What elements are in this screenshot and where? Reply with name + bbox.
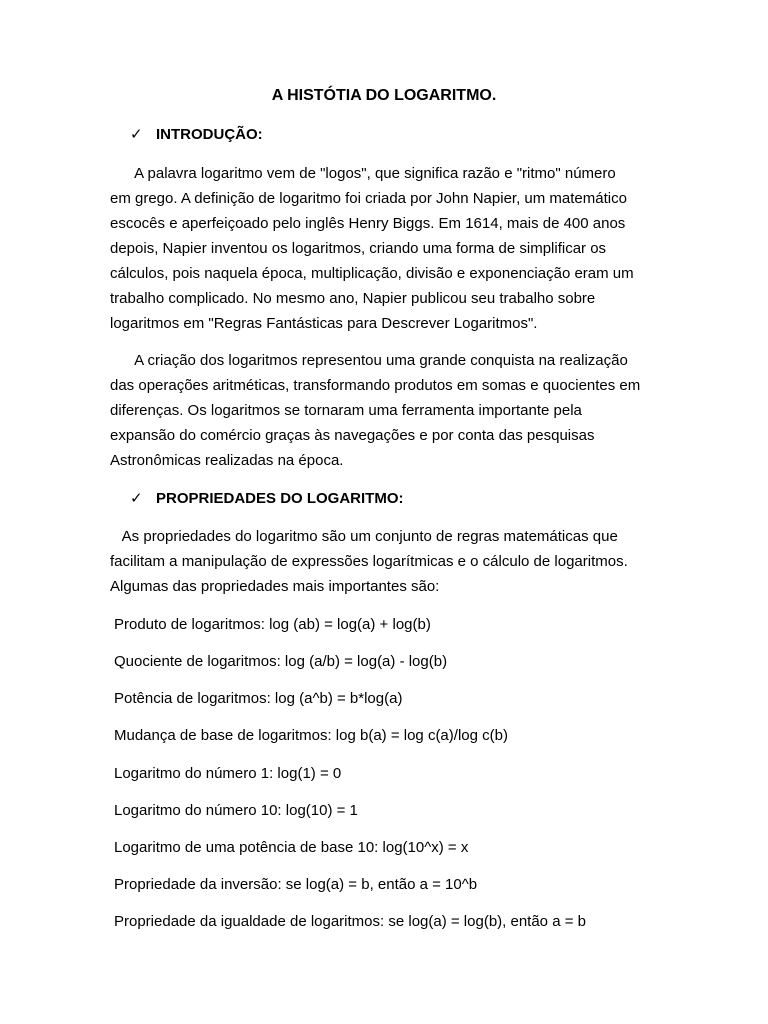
paragraph-line: trabalho complicado. No mesmo ano, Napier publicou seu trabalho sobre [110,290,596,307]
paragraph-line: expansão do comércio graças às navegações e por conta das pesquisas [110,427,595,444]
checkmark-icon: ✓ [130,490,143,507]
section-heading-text: INTRODUÇÃO: [156,126,263,143]
paragraph-line: depois, Napier inventou os logaritmos, criando uma forma de simplificar os [110,240,607,257]
intro-paragraph-2 [110,348,670,473]
property-item: Logaritmo de uma potência de base 10: log(10^x) = x [114,839,469,856]
paragraph-line: A palavra logaritmo vem de "logos", que significa razão e "ritmo" número [110,165,616,182]
paragraph-line: As propriedades do logaritmo são um conjunto de regras matemáticas que [110,528,618,545]
property-item: Quociente de logaritmos: log (a/b) = log(a) - log(b) [114,653,448,670]
paragraph-line: escocês e aperfeiçoado pelo inglês Henry Biggs. Em 1614, mais de 400 anos [110,215,626,232]
property-item: Potência de logaritmos: log (a^b) = b*log(a) [114,690,403,707]
property-item: Propriedade da igualdade de logaritmos: se log(a) = log(b), então a = b [114,913,586,930]
section-heading-text: PROPRIEDADES DO LOGARITMO: [156,490,404,507]
property-item: Produto de logaritmos: log (ab) = log(a) + log(b) [114,616,431,633]
paragraph-line: Algumas das propriedades mais importantes são: [110,578,440,595]
paragraph-line: em grego. A definição de logaritmo foi criada por John Napier, um matemático [110,190,627,207]
property-item: Mudança de base de logaritmos: log b(a) = log c(a)/log c(b) [114,727,508,744]
document-title: A HISTÓTIA DO LOGARITMO. [271,87,497,104]
paragraph-line: facilitam a manipulação de expressões logarítmicas e o cálculo de logaritmos. [110,553,628,570]
paragraph-line: Astronômicas realizadas na época. [110,452,344,469]
paragraph-line: das operações aritméticas, transformando produtos em somas e quocientes em [110,377,641,394]
paragraph-line: cálculos, pois naquela época, multiplicação, divisão e exponenciação eram um [110,265,634,282]
paragraph-line: diferenças. Os logaritmos se tornaram uma ferramenta importante pela [110,402,582,419]
paragraph-line: A criação dos logaritmos representou uma grande conquista na realização [110,352,628,369]
property-item: Propriedade da inversão: se log(a) = b, então a = 10^b [114,876,478,893]
paragraph-line: logaritmos em "Regras Fantásticas para Descrever Logaritmos". [110,315,538,332]
checkmark-icon: ✓ [130,126,143,143]
intro-paragraph-1 [110,161,670,336]
properties-intro-paragraph [110,524,670,599]
property-item: Logaritmo do número 10: log(10) = 1 [114,802,358,819]
property-item: Logaritmo do número 1: log(1) = 0 [114,765,342,782]
